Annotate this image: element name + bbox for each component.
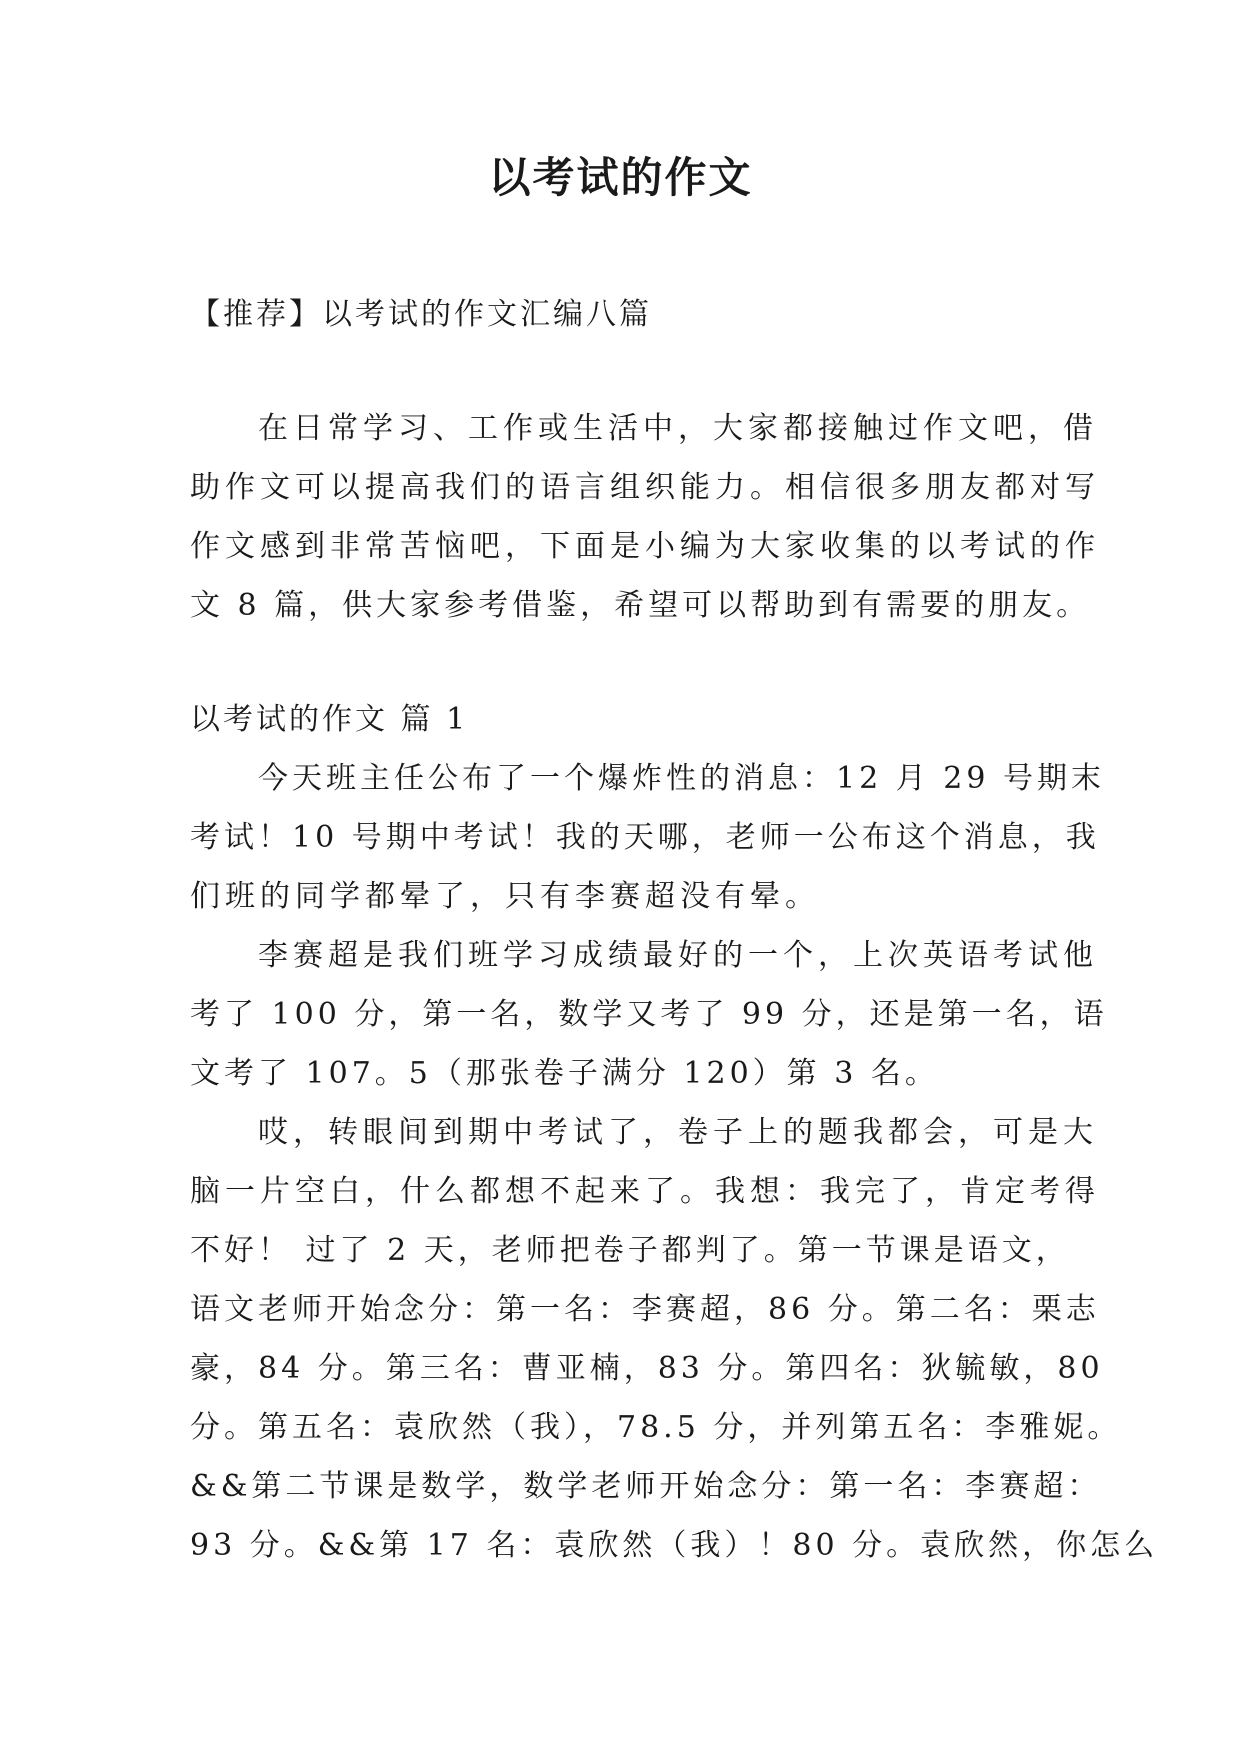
paragraph-line: 文 8 篇，供大家参考借鉴，希望可以帮助到有需要的朋友。	[190, 588, 1091, 623]
paragraph-line: 们班的同学都晕了，只有李赛超没有晕。	[190, 879, 820, 914]
paragraph-line: 作文感到非常苦恼吧，下面是小编为大家收集的以考试的作	[190, 529, 1100, 564]
subtitle-line: 【推荐】以考试的作文汇编八篇	[190, 297, 652, 332]
paragraph-line: 脑一片空白，什么都想不起来了。我想：我完了，肯定考得	[190, 1174, 1100, 1209]
paragraph-line: 文考了 107。5（那张卷子满分 120）第 3 名。	[190, 1056, 939, 1091]
paragraph-line: 语文老师开始念分：第一名：李赛超，86 分。第二名：栗志	[190, 1292, 1100, 1327]
paragraph-line: 分。第五名：袁欣然（我），78.5 分，并列第五名：李雅妮。	[190, 1410, 1122, 1445]
paragraph-line: &&第二节课是数学，数学老师开始念分：第一名：李赛超：	[190, 1469, 1102, 1504]
document-title: 以考试的作文	[488, 153, 753, 202]
paragraph-line: 在日常学习、工作或生活中，大家都接触过作文吧，借	[258, 411, 1098, 446]
paragraph-line: 考了 100 分，第一名，数学又考了 99 分，还是第一名，语	[190, 997, 1108, 1032]
paragraph-line: 哎，转眼间到期中考试了，卷子上的题我都会，可是大	[258, 1115, 1098, 1150]
paragraph-line: 李赛超是我们班学习成绩最好的一个，上次英语考试他	[258, 938, 1098, 973]
paragraph-line: 考试！10 号期中考试！我的天哪，老师一公布这个消息，我	[190, 820, 1100, 855]
paragraph-line: 今天班主任公布了一个爆炸性的消息：12 月 29 号期末	[258, 761, 1105, 796]
paragraph-line: 助作文可以提高我们的语言组织能力。相信很多朋友都对写	[190, 470, 1100, 505]
paragraph-line: 不好！ 过了 2 天，老师把卷子都判了。第一节课是语文，	[190, 1233, 1070, 1268]
paragraph-line: 93 分。&&第 17 名：袁欣然（我）！80 分。袁欣然，你怎么	[190, 1528, 1159, 1563]
section-heading: 以考试的作文 篇 1	[190, 702, 469, 737]
paragraph-line: 豪，84 分。第三名：曹亚楠，83 分。第四名：狄毓敏，80	[190, 1351, 1104, 1386]
